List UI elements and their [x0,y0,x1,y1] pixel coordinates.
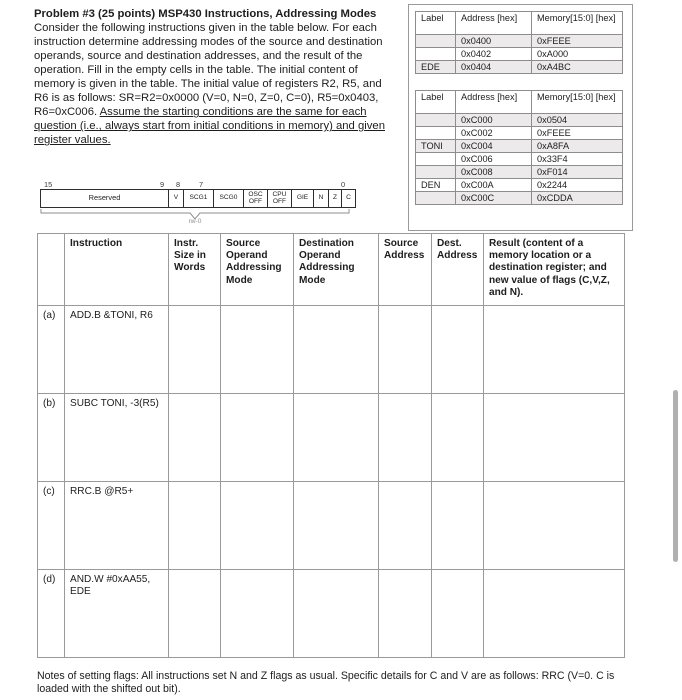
row-instruction-b: SUBC TONI, -3(R5) [65,394,169,482]
memory-cell-label [416,35,456,48]
row-source-addr-c[interactable] [379,482,432,570]
sr-field-c: C [346,194,351,202]
memory-row [416,179,623,192]
memory-row [416,140,623,153]
sr-bit-fields [40,189,356,208]
memory-cell-address: 0xC000 [456,114,532,127]
memory-cell-label [416,127,456,140]
row-result-b[interactable] [484,394,625,482]
memory-cell-label [416,192,456,205]
memory-cell-address: 0xC008 [456,166,532,179]
memory-row [416,35,623,48]
row-index-b: (b) [38,394,65,482]
memory-table-header-row [416,12,623,35]
memory-cell-address: 0xC006 [456,153,532,166]
table-row [38,306,625,394]
row-source-addr-d[interactable] [379,570,432,658]
memory-table-header-row [416,91,623,114]
row-dest-mode-c[interactable] [294,482,379,570]
column-header-instruction: Instruction [65,234,169,306]
row-dest-mode-a[interactable] [294,306,379,394]
row-size-d[interactable] [169,570,221,658]
sr-bit-number-15: 15 [44,180,53,189]
sr-field-z: Z [329,190,342,207]
column-header-source-addr: Source Address [379,234,432,306]
row-index-a: (a) [38,306,65,394]
vertical-scrollbar[interactable] [670,0,682,700]
memory-cell-label: DEN [416,179,456,192]
table-row [38,394,625,482]
memory-cell-value: 0xA4BC [532,61,623,74]
row-result-c[interactable] [484,482,625,570]
memory-header-memory: Memory[15:0] [hex] [532,91,623,114]
row-source-mode-b[interactable] [221,394,294,482]
sr-field-cpuoff [268,190,292,207]
memory-header-memory: Memory[15:0] [hex] [532,12,623,35]
table-row [38,482,625,570]
memory-header-label: Label [416,12,456,35]
sr-bit-numbers [40,180,350,189]
row-source-mode-a[interactable] [221,306,294,394]
memory-header-address: Address [hex] [456,12,532,35]
sr-field-n: N [314,190,329,207]
memory-cell-value: 0x0504 [532,114,623,127]
memory-cell-address: 0x0404 [456,61,532,74]
memory-cell-value: 0xFEEE [532,35,623,48]
row-dest-addr-d[interactable] [432,570,484,658]
memory-cell-value: 0xF014 [532,166,623,179]
memory-row [416,61,623,74]
row-source-mode-c[interactable] [221,482,294,570]
row-dest-mode-d[interactable] [294,570,379,658]
memory-cell-address: 0x0400 [456,35,532,48]
memory-row [416,114,623,127]
row-dest-addr-b[interactable] [432,394,484,482]
row-index-d: (d) [38,570,65,658]
row-result-d[interactable] [484,570,625,658]
sr-field-scg0: SCG0 [214,190,244,207]
sr-field-oscoff-line1: OSC [248,190,263,198]
memory-table-1 [415,11,623,74]
column-header-dest-addr: Dest. Address [432,234,484,306]
row-size-a[interactable] [169,306,221,394]
problem-statement [34,7,390,147]
flag-notes: Notes of setting flags: All instructions set N and Z flags as usual. Specific details for C and V are as follows: RRC (V=0. C is loaded with the shifted out bit). [37,670,615,696]
memory-cell-address: 0xC00C [456,192,532,205]
row-index-c: (c) [38,482,65,570]
memory-row [416,166,623,179]
memory-cell-value: 0x2244 [532,179,623,192]
scrollbar-thumb[interactable] [673,390,678,562]
row-size-c[interactable] [169,482,221,570]
sr-field-scg1: SCG1 [184,190,214,207]
row-dest-addr-a[interactable] [432,306,484,394]
column-header-source-mode: Source Operand Addressing Mode [221,234,294,306]
problem-title: Problem #3 (25 points) MSP430 Instructions, Addressing Modes [34,8,377,20]
memory-cell-value: 0x33F4 [532,153,623,166]
column-header-result: Result (content of a memory location or a destination register; and new value of flags (C,V,Z, and N). [484,234,625,306]
sr-reset-note: rw-0 [188,218,202,225]
memory-cell-value: 0xCDDA [532,192,623,205]
sr-field-oscoff-line2: OFF [248,197,263,205]
row-result-a[interactable] [484,306,625,394]
memory-cell-value: 0xA000 [532,48,623,61]
sr-field-v: V [169,190,184,207]
memory-header-address: Address [hex] [456,91,532,114]
column-header-index [38,234,65,306]
sr-bit-number-9: 9 [160,180,165,189]
memory-row [416,127,623,140]
memory-cell-label [416,166,456,179]
row-dest-addr-c[interactable] [432,482,484,570]
memory-cell-value: 0xA8FA [532,140,623,153]
sr-field-cpuoff-line2: OFF [272,197,287,205]
memory-tables-panel [408,4,633,231]
sr-bit-number-8: 8 [176,180,181,189]
row-instruction-d: AND.W #0xAA55, EDE [65,570,169,658]
row-dest-mode-b[interactable] [294,394,379,482]
memory-cell-label [416,114,456,127]
table-header-row [38,234,625,306]
memory-cell-label [416,153,456,166]
sr-bit-number-7: 7 [199,180,204,189]
column-header-size: Instr. Size in Words [169,234,221,306]
sr-field-oscoff [244,190,268,207]
problem-body-text: Consider the following instructions given in the table below. For each instruction determine addressing modes of the source and destination operands, source and destination addresses, and the result of the operation. Fill in the empty cells in the table. The initial content of memory is given in the table. The initial value of registers R2, R5, and R6 is as follows: SR=R2=0x0000 (V=0, N=0, Z=0, C=0), R5=0x0403, R6=0xC006. [34,22,383,119]
row-source-mode-d[interactable] [221,570,294,658]
memory-row [416,192,623,205]
column-header-dest-mode: Destination Operand Addressing Mode [294,234,379,306]
table-row [38,570,625,658]
memory-row [416,153,623,166]
sr-field-reserved: Reserved [41,190,169,207]
memory-cell-label: TONI [416,140,456,153]
row-instruction-c: RRC.B @R5+ [65,482,169,570]
memory-cell-address: 0xC002 [456,127,532,140]
sr-field-gie: GIE [292,190,314,207]
problem-body-underlined: Assume the starting conditions are the same for each question (i.e., always start from initial conditions in memory) and given register values. [34,106,385,147]
memory-cell-value: 0xFEEE [532,127,623,140]
memory-table-2 [415,90,623,205]
memory-row [416,48,623,61]
memory-cell-address: 0xC00A [456,179,532,192]
memory-cell-address: 0x0402 [456,48,532,61]
memory-cell-label [416,48,456,61]
status-register-diagram [40,180,350,230]
memory-cell-address: 0xC004 [456,140,532,153]
row-instruction-a: ADD.B &TONI, R6 [65,306,169,394]
row-source-addr-b[interactable] [379,394,432,482]
sr-field-cpuoff-line1: CPU [272,190,287,198]
memory-header-label: Label [416,91,456,114]
row-size-b[interactable] [169,394,221,482]
sr-bit-number-0: 0 [341,180,346,189]
memory-cell-label: EDE [416,61,456,74]
instruction-answer-table [37,233,625,658]
row-source-addr-a[interactable] [379,306,432,394]
